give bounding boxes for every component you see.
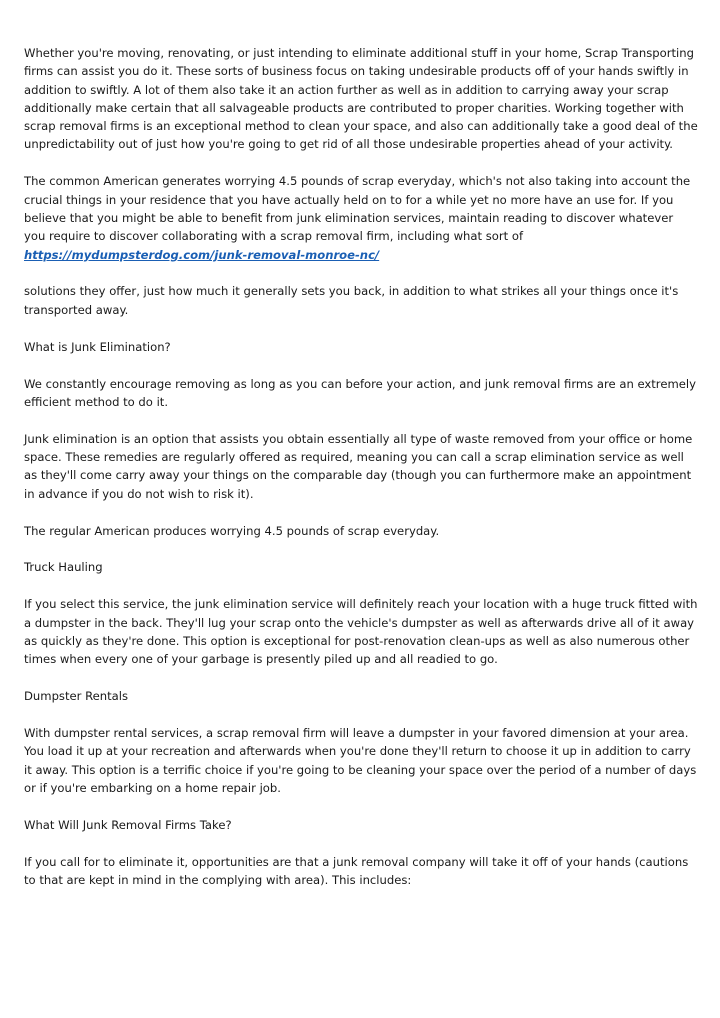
paragraph-truck-hauling: If you select this service, the junk elimination service will definitely reach your location with a huge truck fitted with a dumpster in the back. They'll lug your scrap onto the vehicle's dumpster as well as afterwards drive all of it away as quickly as they're done. This option is exceptional for post-renovation clean-ups as well as also numerous other times when every one of your garbage is presently piled up and all readied to go. [24, 597, 698, 667]
heading-truck-hauling: Truck Hauling [24, 560, 103, 575]
paragraph-solutions: solutions they offer, just how much it generally sets you back, in addition to what strikes all your things once it's transported away. [24, 284, 679, 317]
paragraph-regular-american: The regular American produces worrying 4.5 pounds of scrap everyday. [24, 523, 440, 538]
heading-what-will-firms-take: What Will Junk Removal Firms Take? [24, 817, 232, 832]
heading-dumpster-rentals: Dumpster Rentals [24, 689, 129, 704]
paragraph-encourage-removing: We constantly encourage removing as long as you can before your action, and junk removal firms are an extremely efficient method to do it. [24, 376, 696, 409]
paragraph-intro: Whether you're moving, renovating, or just intending to eliminate additional stuff in your home, Scrap Transporting firms can assist you do it. These sorts of business focus on taking undesirable products off of your hands swiftly in addition to swiftly. A lot of them also take it an action further as well as in addition to carrying away your scrap additionally make certain that all salvageable products are contributed to proper charities. Working together with scrap removal firms is an exceptional method to clean your space, and also can additionally take a good deal of the unpredictability out of just how you're going to get rid of all those undesirable properties ahead of your activity. [24, 46, 698, 152]
link-line [24, 246, 698, 264]
junk-removal-link[interactable]: https://mydumpsterdog.com/junk-removal-monroe-nc/ [24, 247, 380, 262]
paragraph-dumpster-rentals: With dumpster rental services, a scrap removal firm will leave a dumpster in your favored dimension at your area. You load it up at your recreation and afterwards when you're done they'll return to choose it up in addition to carry it away. This option is a terrific choice if you're going to be cleaning your space over the period of a number of days or if you're embarking on a home repair job. [24, 725, 697, 795]
paragraph-junk-elimination-option: Junk elimination is an option that assists you obtain essentially all type of waste removed from your office or home space. These remedies are regularly offered as required, meaning you can call a scrap elimination service as well as they'll come carry away your things on the comparable day (though you can furthermore make an appointment in advance if you do not wish to risk it). [24, 431, 693, 501]
heading-what-is-junk-elimination: What is Junk Elimination? [24, 339, 171, 354]
paragraph-call-to-eliminate: If you call for to eliminate it, opportunities are that a junk removal company will take it off of your hands (cautions to that are kept in mind in the complying with area). This includes: [24, 854, 689, 887]
paragraph-scrap-stats: The common American generates worrying 4.5 pounds of scrap everyday, which's not also taking into account the crucial things in your residence that you have actually held on to for a while yet no more have an use for. If you believe that you might be able to benefit from junk elimination services, maintain reading to discover whatever you require to discover collaborating with a scrap removal firm, including what sort of [24, 174, 691, 244]
